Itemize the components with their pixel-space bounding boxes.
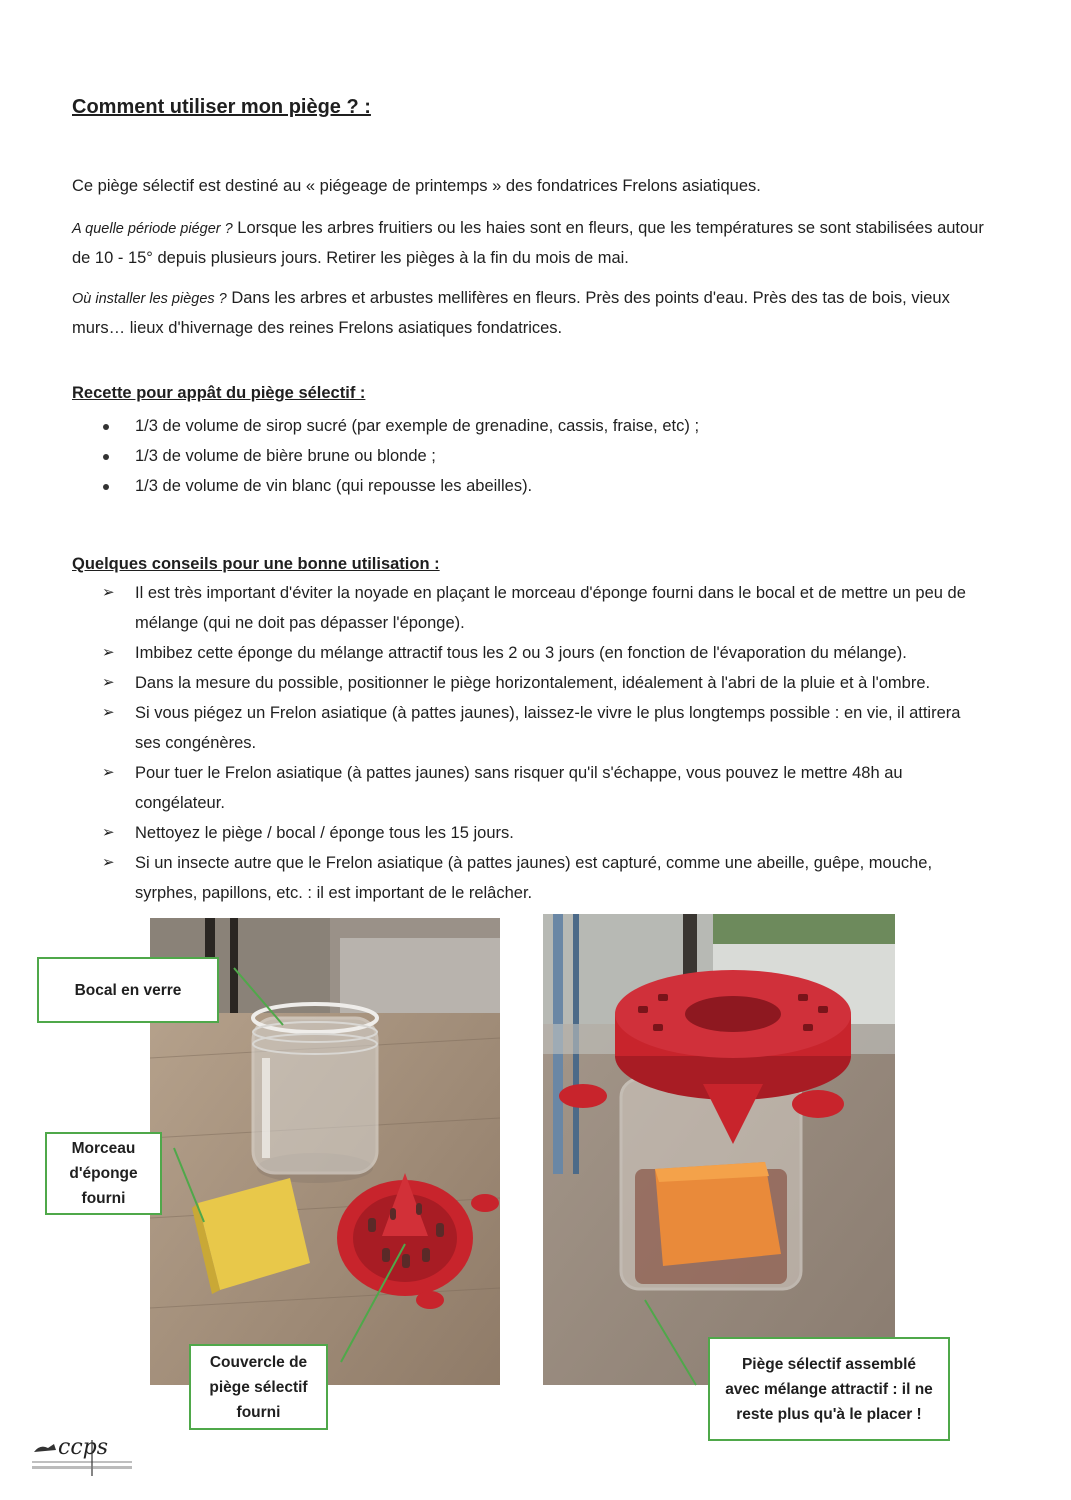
arrow-bullet-icon: ➢: [102, 854, 115, 871]
ccps-logo: [28, 1430, 138, 1480]
callout-text: fourni: [81, 1190, 126, 1207]
callout-text: piège sélectif: [209, 1378, 308, 1396]
callout-text: Piège sélectif assemblé: [741, 1355, 917, 1373]
intro-text: Ce piège sélectif est destiné au « piégeage de printemps » des fondatrices Frelons asiatiques.: [72, 177, 761, 195]
arrow-bullet-icon: ➢: [102, 764, 115, 781]
arrow-bullet-icon: ➢: [102, 674, 115, 691]
callout-text: d'éponge: [69, 1165, 138, 1182]
list-item-text: Il est très important d'éviter la noyade en plaçant le morceau d'éponge fourni dans le bocal et de mettre un peu de mélange (qui ne doit pas dépasser l'éponge).: [135, 584, 966, 632]
callout-assembled-trap: [708, 1337, 950, 1441]
callout-text: Morceau: [71, 1140, 136, 1157]
callout-text: reste plus qu'à le placer !: [736, 1405, 922, 1423]
period-question: A quelle période piéger ?: [72, 221, 233, 237]
list-item-text: Imbibez cette éponge du mélange attractif tous les 2 ou 3 jours (en fonction de l'évaporation du mélange).: [135, 644, 907, 662]
recipe-heading: Recette pour appât du piège sélectif :: [72, 384, 366, 402]
list-item: 1/3 de volume de sirop sucré (par exemple de grenadine, cassis, fraise, etc) ;: [100, 412, 980, 442]
callout-lid: [189, 1344, 328, 1430]
list-item: 1/3 de volume de bière brune ou blonde ;: [100, 442, 980, 472]
list-item-text: Dans la mesure du possible, positionner le piège horizontalement, idéalement à l'abri de la pluie et à l'ombre.: [135, 674, 931, 692]
callout-sponge: [45, 1132, 162, 1215]
arrow-bullet-icon: ➢: [102, 704, 115, 721]
list-item: 1/3 de volume de vin blanc (qui repousse les abeilles).: [100, 472, 980, 502]
logo-wordmark: ccps: [58, 1435, 109, 1460]
page-title: Comment utiliser mon piège ? :: [72, 96, 371, 118]
callout-glass-jar: [37, 957, 219, 1023]
arrow-bullet-icon: ➢: [102, 644, 115, 661]
arrow-bullet-icon: ➢: [102, 584, 115, 601]
list-item-text: Si vous piégez un Frelon asiatique (à pattes jaunes), laissez-le vivre le plus longtemps possible : en vie, il attirera ses congénères.: [135, 704, 961, 752]
list-item-text: Pour tuer le Frelon asiatique (à pattes jaunes) sans risquer qu'il s'échappe, vous pouvez le mettre 48h au congélateur.: [135, 764, 903, 812]
callout-text: fourni: [236, 1403, 281, 1421]
list-item-text: Si un insecte autre que le Frelon asiatique (à pattes jaunes) est capturé, comme une abeille, guêpe, mouche, syrphes, papillons, etc. : il est important de le relâcher.: [135, 854, 933, 902]
tips-heading: Quelques conseils pour une bonne utilisation :: [72, 555, 440, 573]
period-answer: Lorsque les arbres fruitiers ou les haies sont en fleurs, que les températures se sont stabilisées autour de 10 - 15° depuis plusieurs jours. Retirer les pièges à la fin du mois de mai.: [72, 219, 984, 267]
arrow-bullet-icon: ➢: [102, 824, 115, 841]
location-question: Où installer les pièges ?: [72, 291, 227, 307]
callout-text: avec mélange attractif : il ne: [725, 1380, 933, 1398]
location-answer: Dans les arbres et arbustes mellifères en fleurs. Près des points d'eau. Près des tas de bois, vieux murs… lieux d'hivernage des reines Frelons asiatiques fondatrices.: [72, 289, 950, 337]
list-item-text: Nettoyez le piège / bocal / éponge tous les 15 jours.: [135, 824, 514, 842]
callout-text: Couvercle de: [209, 1353, 308, 1371]
callout-text: Bocal en verre: [74, 981, 182, 999]
